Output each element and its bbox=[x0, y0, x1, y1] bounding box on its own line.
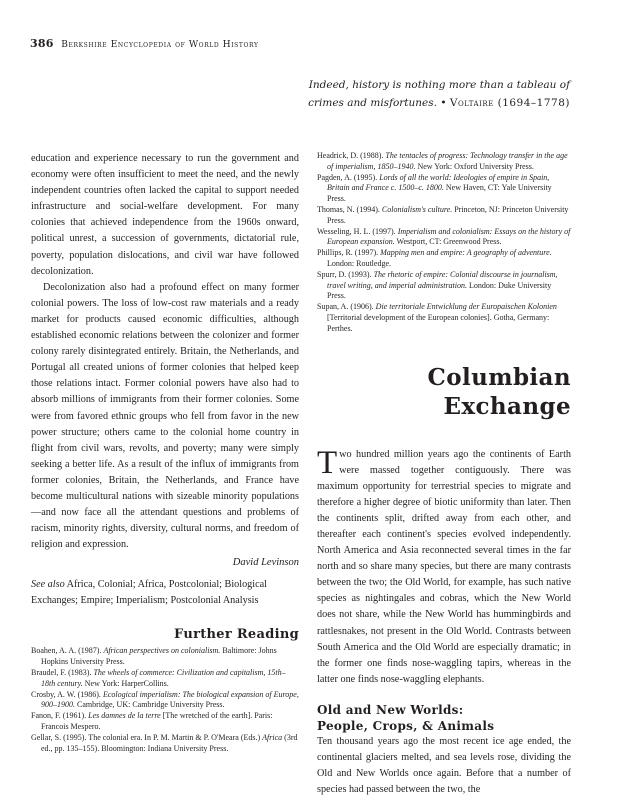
body-paragraph-1: education and experience necessary to run the government and economy were often insufficient to meet the need, and the newly independent countries often lacked the capital to support needed infrastructure and social-welfare development. For many colonies that achieved independence from the 1960s onward, political unrest, a succession of governments, dictatorial rule, poverty, population dislocations, and civil war have followed decolonization. bbox=[31, 153, 299, 277]
epigraph-line-2 bbox=[270, 94, 570, 112]
section-heading-line-1: Old and New Worlds: bbox=[317, 702, 464, 717]
further-reading-heading: Further Reading bbox=[174, 627, 299, 643]
epigraph-line-1: Indeed, history is nothing more than a tableau of bbox=[308, 79, 570, 91]
reference-item: Boahen, A. A. (1987). African perspectives on colonialism. Baltimore: Johns Hopkins University Press. bbox=[31, 646, 277, 667]
drop-cap: T bbox=[317, 444, 338, 481]
page-number: 386 bbox=[30, 37, 54, 50]
reference-list-left bbox=[31, 646, 299, 754]
bullet-icon: • bbox=[440, 97, 447, 109]
reference-item: Supan, A. (1906). Die territoriale Entwicklung der Europaischen Kolonien [Territorial development of the European colonies]. Gotha, Germany: Perthes. bbox=[317, 302, 557, 333]
article-title bbox=[317, 363, 571, 421]
see-also-text: Africa, Colonial; Africa, Postcolonial; Biological Exchanges; Empire; Imperialism; Postcolonial Analysis bbox=[31, 579, 267, 607]
running-header bbox=[30, 37, 259, 50]
reference-item: Headrick, D. (1988). The tentacles of progress: Technology transfer in the age of imperialism, 1850–1940. New York: Oxford University Press. bbox=[317, 151, 568, 171]
reference-item: Pagden, A. (1995). Lords of all the world: Ideologies of empire in Spain, Britain and France c. 1500–c. 1800. New Haven, CT: Yale University Press. bbox=[317, 172, 552, 204]
see-also bbox=[31, 577, 299, 609]
article-title-line-1: Columbian bbox=[427, 363, 571, 391]
reference-item: Braudel, F. (1983). The wheels of commerce: Civilization and capitalism, 15th–18th century. New York: HarperCollins. bbox=[31, 667, 286, 688]
reference-item: Spurr, D. (1993). The rhetoric of empire: Colonial discourse in journalism, travel writing, and imperial administration. London: Duke University Press. bbox=[317, 269, 558, 301]
reference-item: Crosby, A. W. (1986). Ecological imperialism: The biological expansion of Europe, 900–1900. Cambridge, UK: Cambridge University Press. bbox=[31, 689, 299, 710]
section-heading-line-2: People, Crops, & Animals bbox=[317, 718, 495, 733]
right-column bbox=[317, 151, 571, 798]
reference-item: Thomas, N. (1994). Colonialism's culture. Princeton, NJ: Princeton University Press. bbox=[317, 204, 569, 225]
author-signature: David Levinson bbox=[232, 557, 299, 569]
left-column bbox=[31, 151, 299, 754]
section-heading bbox=[317, 702, 571, 734]
see-also-label: See also bbox=[31, 579, 65, 591]
article-paragraph-1-text: wo hundred million years ago the continents of Earth were massed together contiguously. There was maximum opportunity for terrestrial species to migrate and therefore a higher degree of biotic uniformity than later. Then the continents split, drifted away from each other, and thereafter each continent's species evolved independently. North America and Asia reconnected several times in the far north and so share many species, but there are many contrasts between the two; the Old World, for example, has such native species as nightingales and cobras, which the New World does not share, while the New World has hummingbirds and rattlesnakes, not present in the Old World. Contrasts between South America and the Old World are especially dramatic; in the former one finds nose-waggling tapirs, whereas in the latter one finds nose-waggling elephants. bbox=[317, 448, 571, 685]
book-title: Berkshire Encyclopedia of World History bbox=[61, 40, 259, 50]
reference-list-right bbox=[317, 151, 571, 335]
reference-item: Phillips, R. (1997). Mapping men and empire: A geography of adventure. London: Routledge. bbox=[317, 248, 552, 268]
epigraph-author: Voltaire (1694–1778) bbox=[449, 97, 570, 109]
reference-item: Wesseling, H. L. (1997). Imperialism and colonialism: Essays on the history of European expansion. Westport, CT: Greenwood Press. bbox=[317, 226, 571, 247]
reference-item: Fanon, F. (1961). Les damnes de la terre [The wretched of the earth]. Paris: Francois Mespero. bbox=[31, 711, 273, 731]
article-title-line-2: Exchange bbox=[443, 392, 571, 420]
epigraph bbox=[270, 76, 570, 112]
article-paragraph-1 bbox=[317, 444, 571, 688]
epigraph-quote-end: crimes and misfortunes. bbox=[308, 97, 437, 109]
article-paragraph-2: Ten thousand years ago the most recent ice age ended, the continental glaciers melted, and sea levels rose, dividing the Old and New Worlds once again. Before that a number of species had passed between the two, the bbox=[317, 735, 571, 796]
body-paragraph-2: Decolonization also had a profound effect on many former colonial powers. The loss of low-cost raw materials and a ready market for products caused economic difficulties, although established economic relations between the colonizer and former colony rarely disintegrated entirely. Britain, the Netherlands, and Portugal all created unions of former colonies that helped keep those relations intact. Former colonial powers have also had to absorb millions of immigrants from their former colonies. Some were from favored ethnic groups who fell from favor in the new power structure; others came to the colonial home country in flight from civil wars, revolts, and poverty; many were simply seeking a better life. As a result of the influx of immigrants from former colonies, Britain, the Netherlands, and France have become multicultural nations with sizeable minority populations—and now face all the attendant questions and problems of racism, minority rights, diversity, cultural norms, and freedom of religion and expression. bbox=[31, 281, 299, 551]
reference-item: Gellar, S. (1995). The colonial era. In P. M. Martin & P. O'Meara (Eds.) Africa (3rd ed., pp. 135–155). Bloomington: Indiana University Press. bbox=[31, 732, 298, 753]
